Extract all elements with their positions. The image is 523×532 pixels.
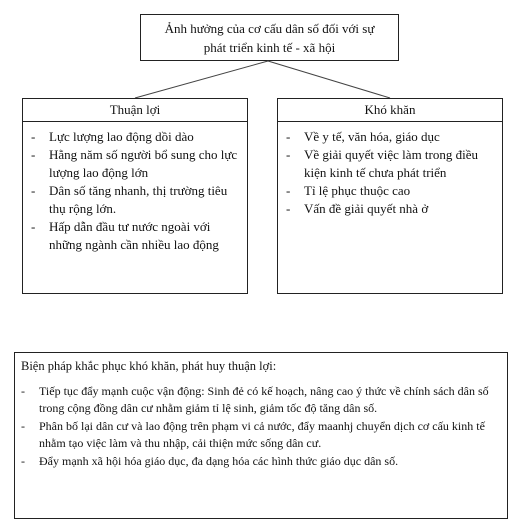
measure-item: - Tiếp tục đẩy mạnh cuộc vận động: Sinh đẻ có kế hoạch, nâng cao ý thức về chính sách dân số trong cộng đồng dân cư nhằm giảm tỉ lệ sinh, giảm tốc độ tăng dân số. [21,383,501,417]
difficulties-list [278,122,502,218]
title-line-2: phát triển kinh tế - xã hội [203,40,336,55]
advantage-item: - Hằng năm số người bổ sung cho lực lượng lao động lớn [31,146,243,182]
measures-heading: Biện pháp khắc phục khó khăn, phát huy thuận lợi: [21,359,277,373]
difficulty-item: - Vấn đề giải quyết nhà ở [286,200,498,218]
difficulty-item: - Tỉ lệ phục thuộc cao [286,182,498,200]
advantages-box [22,122,248,294]
measures-list [21,383,501,470]
difficulties-box [277,122,503,294]
measure-item: - Phân bố lại dân cư và lao động trên phạm vi cả nước, đẩy maanhj chuyển dịch cơ cấu kinh tế nhằm tạo việc làm và thu nhập, cải thiện mức sống dân cư. [21,418,501,452]
advantages-heading: Thuận lợi [22,98,248,122]
measures-box [14,352,508,519]
connector-left [135,61,268,98]
difficulty-item: - Về y tế, văn hóa, giáo dục [286,128,498,146]
advantage-item: - Lực lượng lao động dồi dào [31,128,243,146]
measure-item: - Đẩy mạnh xã hội hóa giáo dục, đa dạng hóa các hình thức giáo dục dân số. [21,453,501,470]
advantages-list [23,122,247,254]
advantage-item: - Hấp dẫn đầu tư nước ngoài với những ngành cần nhiều lao động [31,218,243,254]
difficulty-item: - Về giải quyết việc làm trong điều kiện kinh tế chưa phát triển [286,146,498,182]
title-line-1: Ảnh hưởng của cơ cấu dân số đối với sự [164,21,375,36]
advantage-item: - Dân số tăng nhanh, thị trường tiêu thụ rộng lớn. [31,182,243,218]
connector-right [268,61,390,98]
difficulties-heading: Khó khăn [277,98,503,122]
